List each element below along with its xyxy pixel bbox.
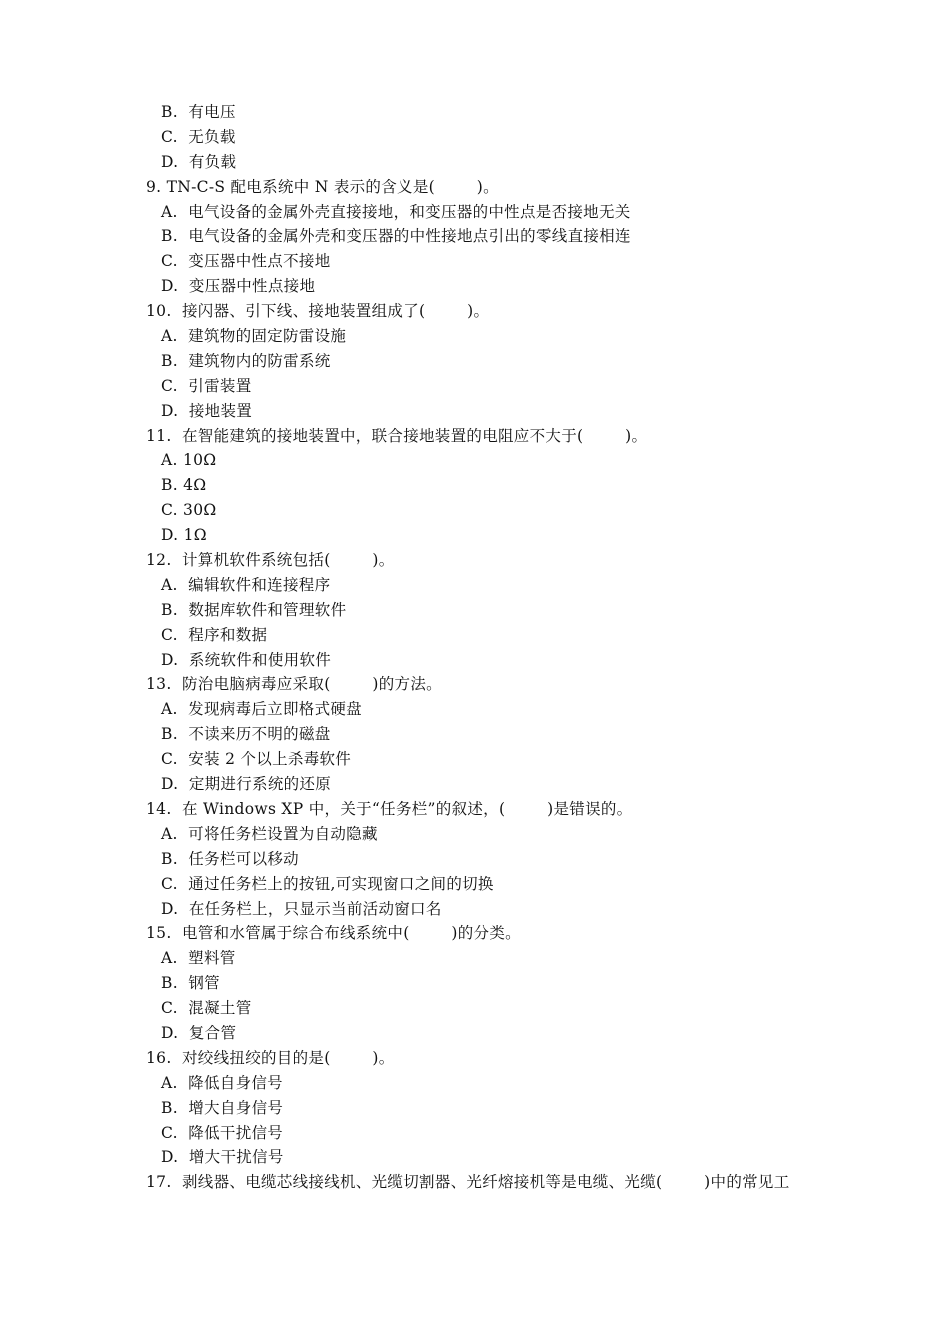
option-line: C. 引雷装置 (161, 376, 252, 395)
option-line: A. 塑料管 (161, 949, 236, 968)
document-page (0, 100, 950, 1195)
option-line: D. 变压器中性点接地 (161, 277, 316, 296)
option-line: C. 通过任务栏上的按钮,可实现窗口之间的切换 (161, 874, 494, 893)
option-line: D. 系统软件和使用软件 (161, 650, 332, 669)
option-line: B. 电气设备的金属外壳和变压器的中性接地点引出的零线直接相连 (161, 227, 631, 246)
option-line: C. 降低干扰信号 (161, 1123, 284, 1142)
option-line: C. 30Ω (161, 501, 217, 520)
option-line: D. 增大干扰信号 (161, 1148, 284, 1167)
question-line: 13. 防治电脑病毒应采取( )的方法。 (146, 675, 442, 694)
option-line: B. 数据库软件和管理软件 (161, 600, 347, 619)
option-line: B. 有电压 (161, 103, 236, 121)
option-line: A. 建筑物的固定防雷设施 (161, 327, 347, 346)
option-line: D. 定期进行系统的还原 (161, 775, 332, 794)
option-line: D. 有负载 (161, 152, 237, 171)
option-line: D. 接地装置 (161, 401, 253, 420)
question-line: 10. 接闪器、引下线、接地装置组成了( )。 (146, 302, 490, 321)
question-line: 14. 在 Windows XP 中，关于“任务栏”的叙述，( )是错误的。 (146, 799, 633, 818)
option-line: B. 任务栏可以移动 (161, 849, 299, 868)
option-line: A. 10Ω (161, 451, 217, 470)
option-line: A. 发现病毒后立即格式硬盘 (161, 700, 362, 719)
option-line: A. 降低自身信号 (161, 1073, 283, 1092)
option-line: C. 程序和数据 (161, 625, 268, 644)
option-line: C. 安装 2 个以上杀毒软件 (161, 750, 352, 769)
option-line: C. 无负载 (161, 127, 236, 146)
option-line: C. 变压器中性点不接地 (161, 252, 331, 271)
option-line: B. 增大自身信号 (161, 1098, 284, 1117)
option-line: D. 复合管 (161, 1023, 237, 1042)
question-line: 9. TN-C-S 配电系统中 N 表示的含义是( )。 (146, 177, 499, 196)
option-line: C. 混凝土管 (161, 999, 252, 1018)
question-line: 11. 在智能建筑的接地装置中，联合接地装置的电阻应不大于( )。 (146, 426, 648, 445)
option-line: A. 可将任务栏设置为自动隐藏 (161, 824, 378, 843)
question-line: 16. 对绞线扭绞的目的是( )。 (146, 1048, 395, 1067)
option-line: B. 钢管 (161, 974, 220, 993)
option-line: A. 电气设备的金属外壳直接接地，和变压器的中性点是否接地无关 (161, 202, 631, 221)
option-line: B. 不读来历不明的磁盘 (161, 725, 331, 744)
option-line: B. 建筑物内的防雷系统 (161, 351, 331, 370)
option-line: D. 在任务栏上，只显示当前活动窗口名 (161, 899, 442, 918)
option-line: B. 4Ω (161, 476, 207, 495)
option-line: A. 编辑软件和连接程序 (161, 575, 331, 594)
question-line: 15. 电管和水管属于综合布线系统中( )的分类。 (146, 924, 521, 943)
question-line: 12. 计算机软件系统包括( )。 (146, 551, 395, 570)
question-line: 17. 剥线器、电缆芯线接线机、光缆切割器、光纤熔接机等是电缆、光缆( )中的常见工 (146, 1173, 790, 1192)
option-line: D. 1Ω (161, 526, 207, 545)
